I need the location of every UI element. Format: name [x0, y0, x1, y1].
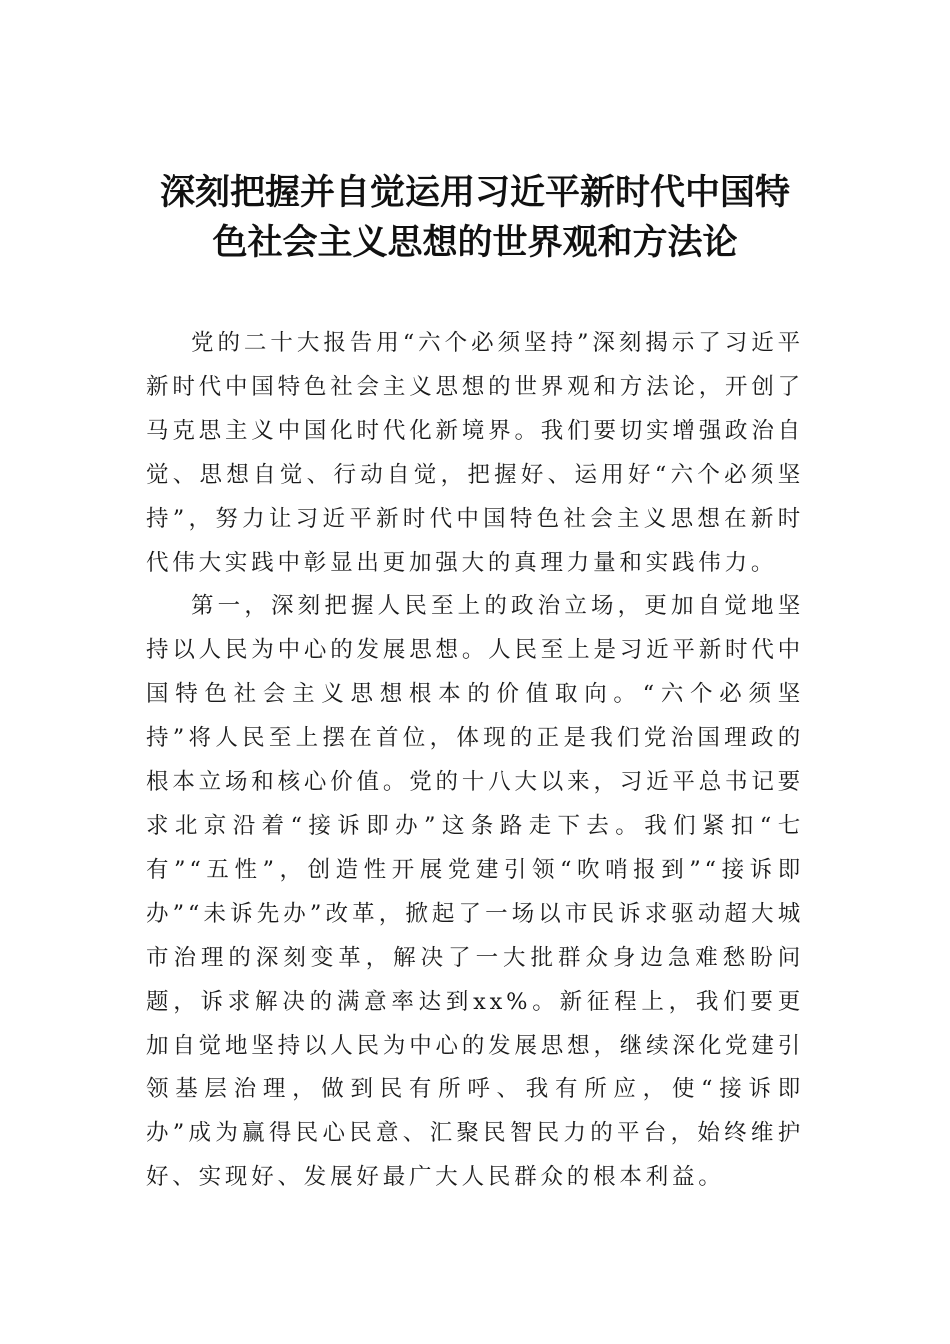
title-line-2: 色社会主义思想的世界观和方法论 — [212, 222, 738, 263]
paragraph-first-point: 第一，深刻把握人民至上的政治立场，更加自觉地坚持以人民为中心的发展思想。人民至上是习近平新时代中国特色社会主义思想根本的价值取向。“六个必须坚持”将人民至上摆在首位，体现的正是我们党治国理政的根本立场和核心价值。党的十八大以来，习近平总书记要求北京沿着“接诉即办”这条路走下去。我们紧扣“七有”“五性”，创造性开展党建引领“吹哨报到”“接诉即办”“未诉先办”改革，掀起了一场以市民诉求驱动超大城市治理的深刻变革，解决了一大批群众身边急难愁盼问题，诉求解决的满意率达到xx%。新征程上，我们要更加自觉地坚持以人民为中心的发展思想，继续深化党建引领基层治理，做到民有所呼、我有所应，使“接诉即办”成为赢得民心民意、汇聚民智民力的平台，始终维护好、实现好、发展好最广大人民群众的根本利益。 — [146, 593, 804, 1191]
title-line-1: 深刻把握并自觉运用习近平新时代中国特 — [159, 172, 790, 213]
paragraph-intro: 党的二十大报告用“六个必须坚持”深刻揭示了习近平新时代中国特色社会主义思想的世界观和方法论，开创了马克思主义中国化时代化新境界。我们要切实增强政治自觉、思想自觉、行动自觉，把握好、运用好“六个必须坚持”，努力让习近平新时代中国特色社会主义思想在新时代伟大实践中彰显出更加强大的真理力量和实践伟力。 — [146, 330, 804, 576]
document-body — [146, 322, 804, 1200]
document-title — [145, 168, 805, 268]
